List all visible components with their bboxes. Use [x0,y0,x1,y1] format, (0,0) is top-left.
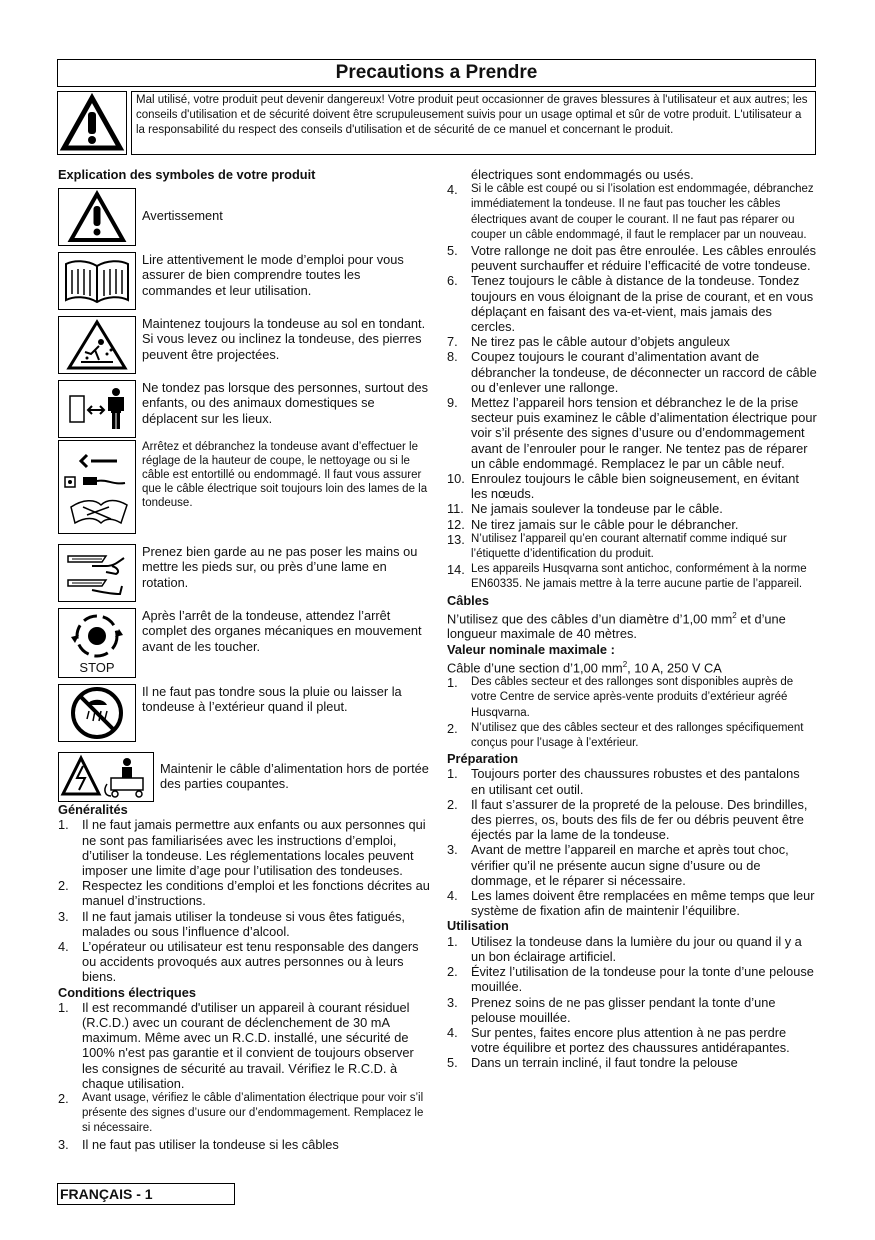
symbol-row [58,440,430,534]
list-item [447,562,817,592]
item-text: Il est recommandé d'utiliser un appareil à courant résiduel (R.C.D.) avec un courant de déclenchement de 30 mA maximum. Même avec un R.C.D. installé, une sécurité de 100% n'est pas garantie et il convient de toujours observer les consignes de sécurité au travail. Vérifiez le R.C.D. à chaque utilisation. [82,999,414,1091]
item-text: Il ne faut pas utiliser la tondeuse si les câbles [82,1136,339,1152]
list-item [447,888,817,918]
warning-icon-box [57,91,127,155]
item-text: Toujours porter des chaussures robustes et des pantalons en utilisant cet outil. [471,766,800,797]
stop-rotation-icon [58,608,136,678]
blade-hands-feet-icon [58,544,136,602]
item-text: Ne tirez jamais sur le câble pour le débrancher. [471,516,739,532]
item-number: 3. [447,842,458,858]
item-number: 13. [447,531,465,547]
item-number: 4. [447,1024,458,1040]
list-item [447,1055,817,1070]
list-item [447,1025,817,1055]
item-number: 7. [447,334,458,350]
list-item [447,471,817,501]
item-text: Avant usage, vérifiez le câble d’alimentation électrique pour voir s’il présente des signes d’usure our d’endommagement. Remplacez le si nécessaire. [82,1092,424,1135]
symbol-row [58,380,430,438]
list-item [447,934,817,964]
item-number: 14. [447,562,465,578]
manual-book-icon [58,252,136,310]
list-item [58,1137,430,1152]
cables-text: N’utilisez que des câbles d’un diamètre d’1,00 $mm^2$ et d’une longueur maximale de 40 mètres. [447,610,786,642]
conditions-list-continued [447,182,817,592]
symbol-text: Arrêtez et débranchez la tondeuse avant d’effectuer le réglage de la hauteur de coupe, le nettoyage ou si le câble est entortillé ou endommagé. Il faut vous assurer que le câble électrique soit toujours loin des lames de la tondeuse. [142,441,428,510]
item-text: Il ne faut jamais permettre aux enfants ou aux personnes qui ne sont pas familiarisées avec les instructions d’emploi, d’utiliser la tondeuse. Les réglementations locales peuvent imposer une limite d’age pour l’utilisation des tondeuses. [82,817,426,879]
item-text: Tenez toujours le câble à distance de la tondeuse. Tondez toujours en vous éloignant de la prise de courant, et en vous déplaçant en faisant des va-et-vient, mais jamais des cercles. [471,273,814,335]
item-number: 1. [447,933,458,949]
symbol-text: Ne tondez pas lorsque des personnes, surtout des enfants, ou des animaux domestiques se déplacent sur les lieux. [142,380,428,426]
item-number: 4. [447,182,458,198]
valeur-text: Câble d’une section d’1,00 $mm^2$, 10 A, 250 V CA [447,659,722,676]
right-column [447,167,817,1071]
list-item [447,995,817,1025]
thrown-objects-icon [58,316,136,374]
item-number: 4. [58,939,69,955]
symbol-text: Maintenez toujours la tondeuse au sol en tondant. Si vous levez ou inclinez la tondeuse, des pierres peuvent être projectées. [142,316,426,362]
item-text: Utilisez la tondeuse dans la lumière du jour ou quand il y a un bon éclairage artificiel. [471,933,802,964]
list-item [447,501,817,516]
list-item [447,842,817,888]
list-item [447,675,817,721]
symbol-text: Lire attentivement le mode d’emploi pour vous assurer de bien comprendre toutes les commandes et leur utilisation. [142,252,404,298]
valeur-list [447,675,817,751]
list-item [447,766,817,796]
list-item [447,243,817,273]
list-item [58,817,430,878]
list-item [447,349,817,395]
symbol-text: Maintenir le câble d’alimentation hors de portée des parties coupantes. [160,761,429,792]
item-number: 5. [447,243,458,259]
item-number: 1. [58,999,69,1015]
stop-label: STOP [79,660,115,676]
list-item [447,395,817,471]
warning-triangle-icon [58,188,136,246]
page-footer: FRANÇAIS - 1 [57,1183,235,1205]
warning-triangle-icon [58,92,126,154]
symbol-row [58,252,430,310]
item-text: Avant de mettre l’appareil en marche et après tout choc, vérifier qu’il ne présente aucun signe d’usure ou de dommage, et le réparer si nécessaire. [471,842,789,888]
item-number: 1. [447,675,458,691]
symbol-text: Il ne faut pas tondre sous la pluie ou laisser la tondeuse à l’extérieur quand il pleut. [142,684,402,715]
item-text: Votre rallonge ne doit pas être enroulée. Les câbles enroulés peuvent surchauffer et réduire l’efficacité de votre tondeuse. [471,243,817,274]
item-text: Si le câble est coupé ou si l’isolation est endommagée, débranchez immédiatement la tondeuse. Il ne faut pas toucher les câbles électriques avant de couper le courant. Il ne faut pas réparer ou couper un câble endommagé, il faut le remplacer par un nouveau. [471,183,814,241]
list-item [447,182,817,243]
symbols-heading: Explication des symboles de votre produit [58,167,316,182]
item-text: Ne tirez pas le câble autour d’objets anguleux [471,334,730,350]
symbol-row [58,608,430,678]
item-text: Les lames doivent être remplacées en même temps que leur système de fixation afin de maintenir l’équilibre. [471,888,815,919]
warning-text: Mal utilisé, votre produit peut devenir dangereux! Votre produit peut occasionner de graves blessures à l'utilisateur et aux autres; les conseils d'utilisation et de sécurité doivent être scrupuleusement suivis pour un usage optimal et sûr de votre produit. L'utilisateur a la responsabilité du respect des conseils d'utilisation et de sécurité de ce manuel et concernant le produit. [131,91,816,155]
item-text: N’utilisez l’appareil qu’en courant alternatif comme indiqué sur l’étiquette d’identification du produit. [471,532,787,561]
utilisation-list [447,934,817,1071]
list-item [58,1091,430,1137]
symbol-row [58,684,430,742]
preparation-heading: Préparation [447,751,519,767]
symbol-text: Avertissement [142,208,223,224]
conditions-heading: Conditions électriques [58,984,196,1000]
cable-hazard-icon [58,752,154,802]
item-number: 2. [447,796,458,812]
item-number: 9. [447,395,458,411]
item-text: N’utilisez que des câbles secteur et des rallonges spécifiquement conçus pour l’usage à l’extérieur. [471,721,804,750]
item-number: 2. [58,878,69,894]
symbol-row [58,544,430,602]
item-text: Prenez soins de ne pas glisser pendant la tonte d’une pelouse mouillée. [471,994,776,1025]
list-item [447,532,817,562]
list-item [447,964,817,994]
unplug-icon [58,440,136,534]
item-number: 5. [447,1055,458,1071]
item-number: 10. [447,471,465,487]
item-number: 2. [447,720,458,736]
list-item [447,517,817,532]
symbol-text: Après l’arrêt de la tondeuse, attendez l’arrêt complet des organes mécaniques en mouvement avant de les toucher. [142,608,422,654]
valeur-heading: Valeur nominale maximale : [447,641,615,657]
list-item [58,909,430,939]
cables-heading: Câbles [447,592,489,608]
item-number: 2. [447,964,458,980]
generalites-heading: Généralités [58,802,128,818]
list-item [447,273,817,334]
item-text: L’opérateur ou utilisateur est tenu responsable des dangers ou accidents provoqués aux autres personnes ou à leurs biens. [82,939,419,985]
item-text: Il faut s’assurer de la propreté de la pelouse. Des brindilles, des pierres, os, bouts des fils de fer ou débris peuvent être éjectés par la lame de la tondeuse. [471,796,808,843]
symbol-row [58,188,430,246]
list-item [58,878,430,908]
item-number: 8. [447,349,458,365]
item-text: Évitez l’utilisation de la tondeuse pour la tonte d’une pelouse mouillée. [471,964,814,995]
list-item [447,797,817,843]
no-rain-icon [58,684,136,742]
item-number: 3. [58,908,69,924]
item-number: 6. [447,273,458,289]
item-text: Dans un terrain incliné, il faut tondre la pelouse [471,1055,738,1071]
utilisation-heading: Utilisation [447,918,509,934]
item-number: 12. [447,516,465,532]
page-title: Precautions a Prendre [57,59,816,87]
item-number: 3. [58,1136,69,1152]
conditions-list [58,1000,430,1152]
item-text: Des câbles secteur et des rallonges sont disponibles auprès de votre Centre de service après-vente produits d’extérieur agréé Husqvarna. [471,676,794,719]
item-text: Sur pentes, faites encore plus attention à ne pas perdre votre équilibre et portez des chaussures antidérapantes. [471,1024,790,1056]
item-text: Coupez toujours le courant d’alimentation avant de débrancher la tondeuse, de déconnecter un raccord de câble ou d’enlever une rallonge. [471,349,817,395]
list-item [58,1000,430,1091]
symbol-text: Prenez bien garde au ne pas poser les mains ou mettre les pieds sur, ou près d’une lame en rotation. [142,544,418,590]
keep-distance-icon [58,380,136,438]
item-number: 1. [58,817,69,833]
symbol-row [58,752,430,802]
item-text: Il ne faut jamais utiliser la tondeuse si vous êtes fatigués, malades ou sous l’influence d’alcool. [82,908,405,939]
item-text: Enroulez toujours le câble bien soigneusement, en évitant les nœuds. [471,471,799,502]
preparation-list [447,766,817,918]
item-number: 4. [447,888,458,904]
list-item [447,721,817,751]
symbol-row [58,316,430,374]
item-text: Les appareils Husqvarna sont antichoc, conformément à la norme EN60335. Ne jamais mettre à la terre aucune partie de l’appareil. [471,563,807,591]
item-number: 1. [447,766,458,782]
generalites-list [58,817,430,984]
item-text: Ne jamais soulever la tondeuse par le câble. [471,501,723,517]
list-item [447,334,817,349]
item-text: Respectez les conditions d’emploi et les fonctions décrites au manuel d’instructions. [82,878,430,909]
left-column [58,167,430,1152]
item-number: 3. [447,994,458,1010]
item-text: Mettez l’appareil hors tension et débranchez le de la prise secteur puis examinez le câble d’alimentation électrique pour voir s’il présente des signes d’usure ou d’endommagement avant de l’enrouler pour le ranger. Ne tentez pas de réparer un câble endommagé. Remplacez le par un câble neuf. [471,395,817,471]
continuation-text: électriques sont endommagés ou usés. [471,167,694,182]
list-item [58,939,430,985]
item-number: 11. [447,501,464,517]
item-number: 2. [58,1091,69,1107]
